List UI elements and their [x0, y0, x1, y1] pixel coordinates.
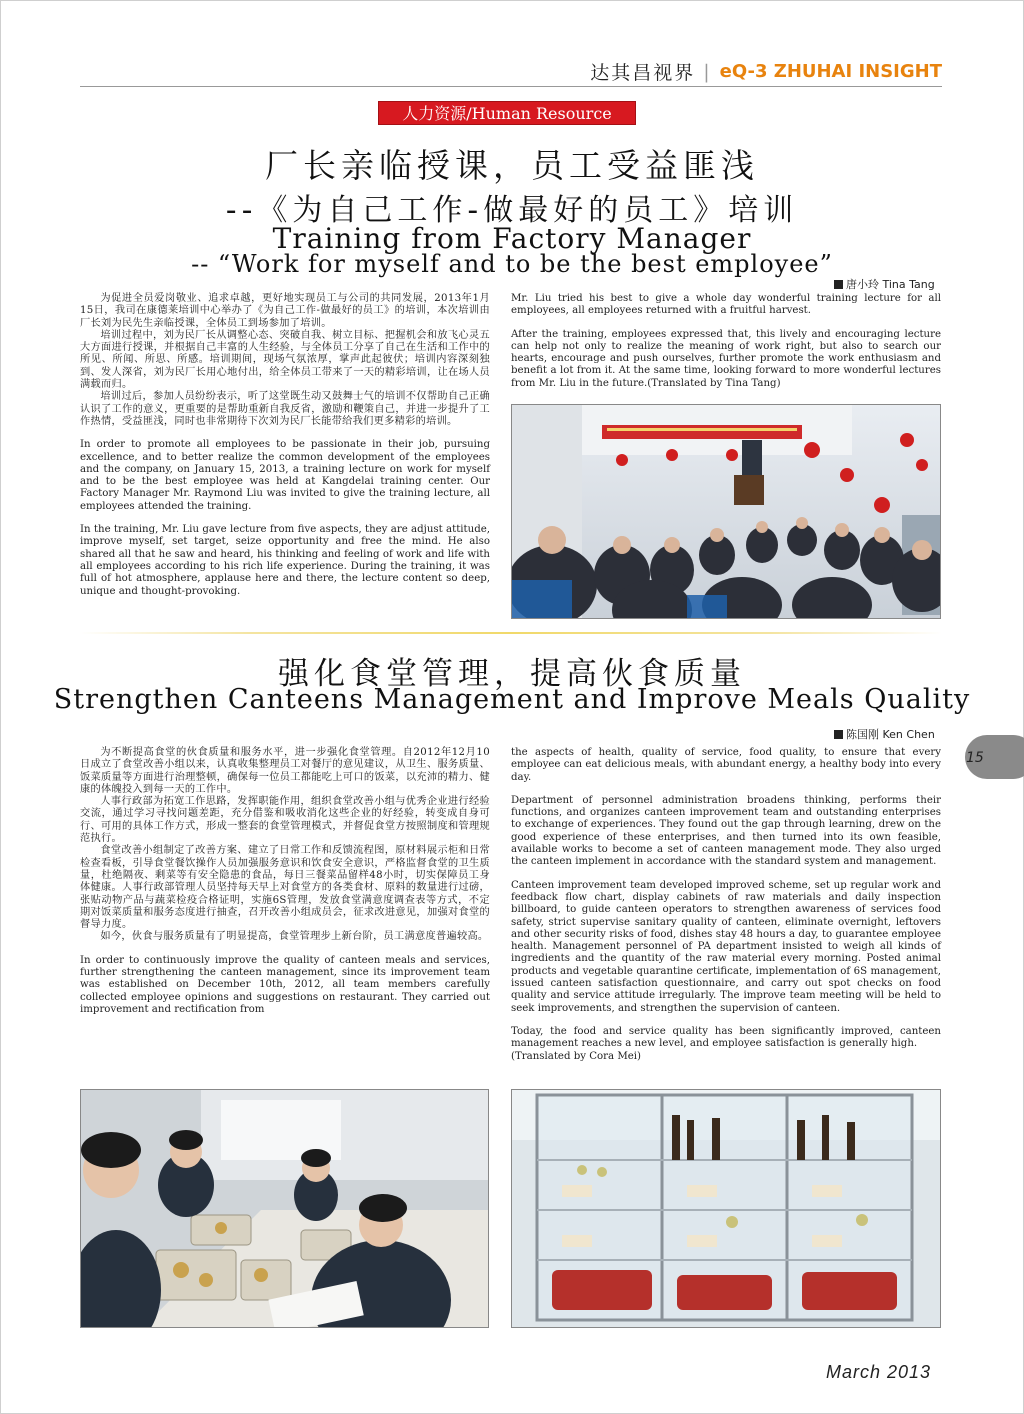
article2-left-column: [80, 747, 490, 1027]
magazine-header: [590, 58, 942, 85]
byline-square-icon: [834, 280, 843, 289]
article2-cn-paragraph: 为不断提高食堂的伙食质量和服务水平，进一步强化食堂管理。自2012年12月10日成立了食堂改善小组以来，认真收集整理员工对餐厅的意见建议，从卫生、服务质量、饭菜质量等方面进行治理整顿，确保每一位员工都能吃上可口的饭菜，以充沛的精力、健康的体魄投入到每一天的工作中。: [80, 747, 490, 795]
article1-en-paragraph: In the training, Mr. Liu gave lecture from five aspects, they are adjust attitude, improve myself, set target, seize opportunity and free the mind. He also shared all that he saw and heard, his thinking and feeling of work and life with all employees according to his rich life experience. During the training, it was full of hot atmosphere, applause here and there, the lecture content so deep, unique and thought-provoking.: [80, 524, 490, 597]
article2-translator-note: (Translated by Cora Mei): [511, 1050, 642, 1062]
article2-cn-paragraph: 人事行政部为拓宽工作思路，发挥职能作用，组织食堂改善小组与优秀企业进行经验交流，通过学习寻找问题差距，充分借鉴和吸收消化这些企业的好经验，转变成自身可行、可用的具体工作方式，形成一整套的食堂管理模式，并督促食堂方按照制度和管理规范执行。: [80, 796, 490, 845]
article1-subtitle-cn: --《为自己工作-做最好的员工》培训: [225, 193, 799, 228]
article-divider: [80, 632, 942, 634]
article1-cn-paragraph: 为促进全员爱岗敬业、追求卓越，更好地实现员工与公司的共同发展，2013年1月15日，我司在康德莱培训中心举办了《为自己工作-做最好的员工》的培训，本次培训由厂长刘为民先生亲临授课，全体员工到场参加了培训。: [80, 293, 490, 329]
section-tag: 人力资源/Human Resource: [378, 101, 636, 125]
header-separator: |: [703, 60, 712, 83]
article1-byline: [834, 276, 935, 292]
article2-en-paragraph: the aspects of health, quality of service, food quality, to ensure that every employee can eat delicious meals, with abundant energy, a healthy body into every day.: [511, 747, 941, 783]
byline-square-icon: [834, 730, 843, 739]
article2-title-en: Strengthen Canteens Management and Improve Meals Quality: [53, 684, 971, 715]
article1-left-column: [80, 293, 490, 609]
article1-title-cn: 厂长亲临授课，员工受益匪浅: [265, 146, 759, 185]
article1-en-paragraph: After the training, employees expressed that, this lively and encouraging lecture can help not only to realize the meaning of work right, but also to search our hearts, encourage and push ourselves, further promote the work enthusiasm and benefit a lot from it. At the same time, looking forward to more wonderful lectures from Mr. Liu in the future.(Translated by Tina Tang): [511, 328, 941, 389]
article2-cn-paragraph: 如今，伙食与服务质量有了明显提高，食堂管理步上新台阶，员工满意度普遍较高。: [100, 931, 489, 943]
article1-title-en: Training from Factory Manager: [272, 222, 752, 255]
header-cn: 达其昌视界: [590, 62, 696, 84]
article2-byline-text: 陈国刚 Ken Chen: [846, 728, 935, 741]
article1-en-paragraph: Mr. Liu tried his best to give a whole day wonderful training lecture for all employees, all employees returned with a fruitful harvest.: [511, 293, 941, 317]
display-cabinet-photo: [511, 1089, 941, 1328]
article2-cn-paragraph: 食堂改善小组制定了改善方案、建立了日常工作和反馈流程图，原材料展示柜和日常检查看板，引导食堂餐饮操作人员加强服务意识和饮食安全意识，严格监督食堂的卫生质量，杜绝隔夜、剩菜等有安全隐患的食品，每日三餐菜品留样48小时，切实保障员工身体健康。人事行政部管理人员坚持每天早上对食堂方的各类食材、原料的数量进行过磅，张贴动物产品与蔬菜检疫合格证明，实施6S管理，发放食堂满意度调查表等方式，不定期对饭菜质量和服务态度进行抽查，召开改善小组成员会，征求改进意见，加强对食堂的督导力度。: [80, 845, 490, 931]
article2-en-paragraph: In order to continuously improve the quality of canteen meals and services, further strengthening the canteen management, since its improvement team was established on December 10th, 2012, all team members carefully collected employee opinions and suggestions on restaurant. They carried out improvement and rectification from: [80, 954, 490, 1015]
article2-en-paragraph: Department of personnel administration broadens thinking, performs their functions, and organizes canteen improvement team and outstanding enterprises to exchange of experiences. They found out the gap through learning, drew on the good experience of these enterprises, and then turned into its own feasible, available works to become a set of canteen management mode. They also urged the canteen implement in accordance with the standard system and management.: [511, 794, 941, 868]
article2-title-cn: 强化食堂管理，提高伙食质量: [278, 656, 746, 692]
article1-cn-paragraph: 培训过后，参加人员纷纷表示，听了这堂既生动又鼓舞士气的培训不仅帮助自己正确认识了工作的意义，更重要的是帮助重新自我反省，激励和鞭策自己，并进一步提升了工作热情，受益匪浅，同时也非常期待下次刘为民厂长能带给我们更多精彩的培训。: [80, 391, 490, 427]
article2-byline: [834, 726, 935, 742]
canteen-survey-photo: [80, 1089, 489, 1328]
header-rule: [80, 86, 942, 87]
training-lecture-photo: [511, 404, 941, 619]
article2-en-paragraph: Canteen improvement team developed improved scheme, set up regular work and feedback flow chart, display cabinets of raw materials and daily inspection billboard, to guide canteen operators to strengthen awareness of services food safety, strict supervise sanitary quality of canteen, eliminate overnight, leftovers and other security risks of food, dishes stay 48 hours a day, to guarantee employee health. Management personnel of PA department insisted to weigh all kinds of ingredients and the quantity of the raw material every morning. Posted animal products and vegetable quarantine certificate, implementation of 6S management, issued canteen satisfaction questionnaire, and carry out spot checks on food quality and service attitude irregularly. The improve team meeting will be held to seek improvements, and strengthen the supervision of canteen.: [511, 879, 941, 1014]
header-en: eQ-3 ZHUHAI INSIGHT: [719, 61, 942, 82]
article1-en-paragraph: In order to promote all employees to be passionate in their job, pursuing excellence, and to better realize the common development of the employees and the company, on January 15, 2013, a training lecture on work for myself and to be the best employee was held at Kangdelai training center. Our Factory Manager Mr. Raymond Liu was invited to give the training lecture, all employees attended the training.: [80, 439, 490, 512]
article1-right-column: [511, 293, 941, 401]
article1-byline-text: 唐小玲 Tina Tang: [846, 278, 935, 291]
article2-right-column: [511, 747, 941, 1074]
article2-en-paragraph: Today, the food and service quality has been significantly improved, canteen management reaches a new level, and employee satisfaction is generally high.: [511, 1025, 941, 1050]
article1-cn-paragraph: 培训过程中，刘为民厂长从调整心态、突破自我、树立目标、把握机会和放飞心灵五大方面进行授课，并根据自己丰富的人生经验，与全体员工分享了自己在生活和工作中的所见、所闻、所思、所感。培训期间，现场气氛浓厚，掌声此起彼伏；培训内容深刻独到、发人深省，刘为民厂长用心地付出，给全体员工带来了一天的精彩培训，让在场人员满载而归。: [80, 329, 490, 391]
article1-subtitle-en: -- “Work for myself and to be the best employee”: [191, 250, 833, 278]
footer-date: March 2013: [826, 1362, 932, 1382]
page-number: 15: [966, 750, 984, 766]
